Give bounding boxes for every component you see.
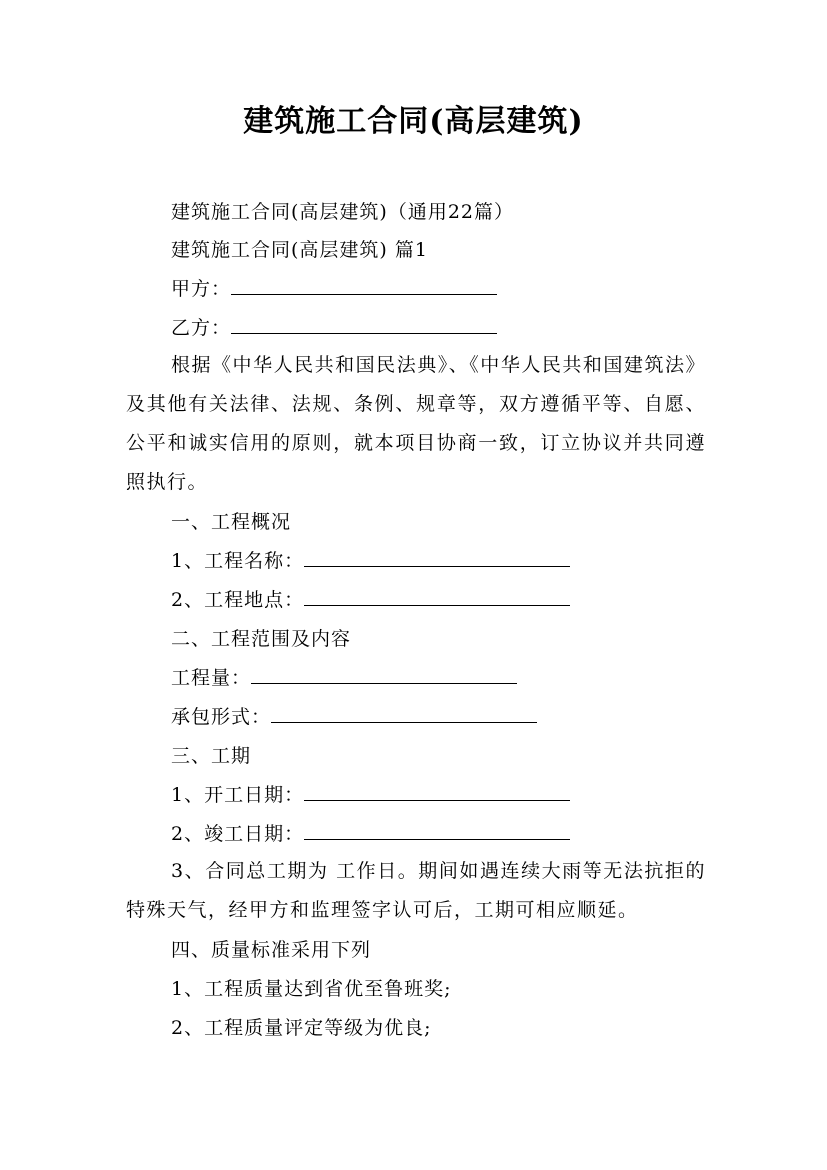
quantity-blank [251,665,517,684]
section-heading: 建筑施工合同(高层建筑) 篇1 [171,239,428,261]
party-a-blank [231,276,497,295]
section-2-heading: 二、工程范围及内容 [171,628,352,650]
start-date-label: 1、开工日期： [171,784,305,806]
party-a-line [171,276,497,302]
quality-item-2: 2、工程质量评定等级为优良; [171,1017,432,1039]
completion-date-line [171,821,570,847]
start-date-line [171,782,570,808]
project-name-blank [304,548,570,567]
completion-date-blank [304,821,570,840]
quantity-line [171,665,517,691]
party-b-label: 乙方： [171,317,232,339]
quality-item-1: 1、工程质量达到省优至鲁班奖; [171,978,452,1000]
start-date-blank [304,782,570,801]
project-name-line [171,548,570,574]
document-title: 建筑施工合同(高层建筑) [243,104,584,139]
intro-paragraph [126,346,706,502]
section-4-heading: 四、质量标准采用下列 [171,939,372,961]
quantity-label: 工程量： [171,667,252,689]
section-1-heading: 一、工程概况 [171,511,292,533]
party-b-blank [231,315,497,334]
section-3-heading: 三、工期 [171,745,252,767]
document-subtitle: 建筑施工合同(高层建筑)（通用22篇） [171,201,515,223]
contract-form-line [171,704,537,730]
project-location-blank [304,587,570,606]
intro-paragraph-text: 根据《中华人民共和国民法典》、《中华人民共和国建筑法》及其他有关法律、法规、条例、规章等，双方遵循平等、自愿、公平和诚实信用的原则，就本项目协商一致，订立协议并共同遵照执行。 [126,354,706,493]
duration-paragraph [126,852,706,930]
completion-date-label: 2、竣工日期： [171,823,305,845]
party-b-line [171,315,497,341]
duration-paragraph-text: 3、合同总工期为 工作日。期间如遇连续大雨等无法抗拒的特殊天气，经甲方和监理签字认可后，工期可相应顺延。 [126,860,706,921]
project-location-label: 2、工程地点： [171,589,305,611]
contract-form-label: 承包形式： [171,706,272,728]
project-name-label: 1、工程名称： [171,550,305,572]
project-location-line [171,587,570,613]
contract-form-blank [271,704,537,723]
party-a-label: 甲方： [171,278,232,300]
